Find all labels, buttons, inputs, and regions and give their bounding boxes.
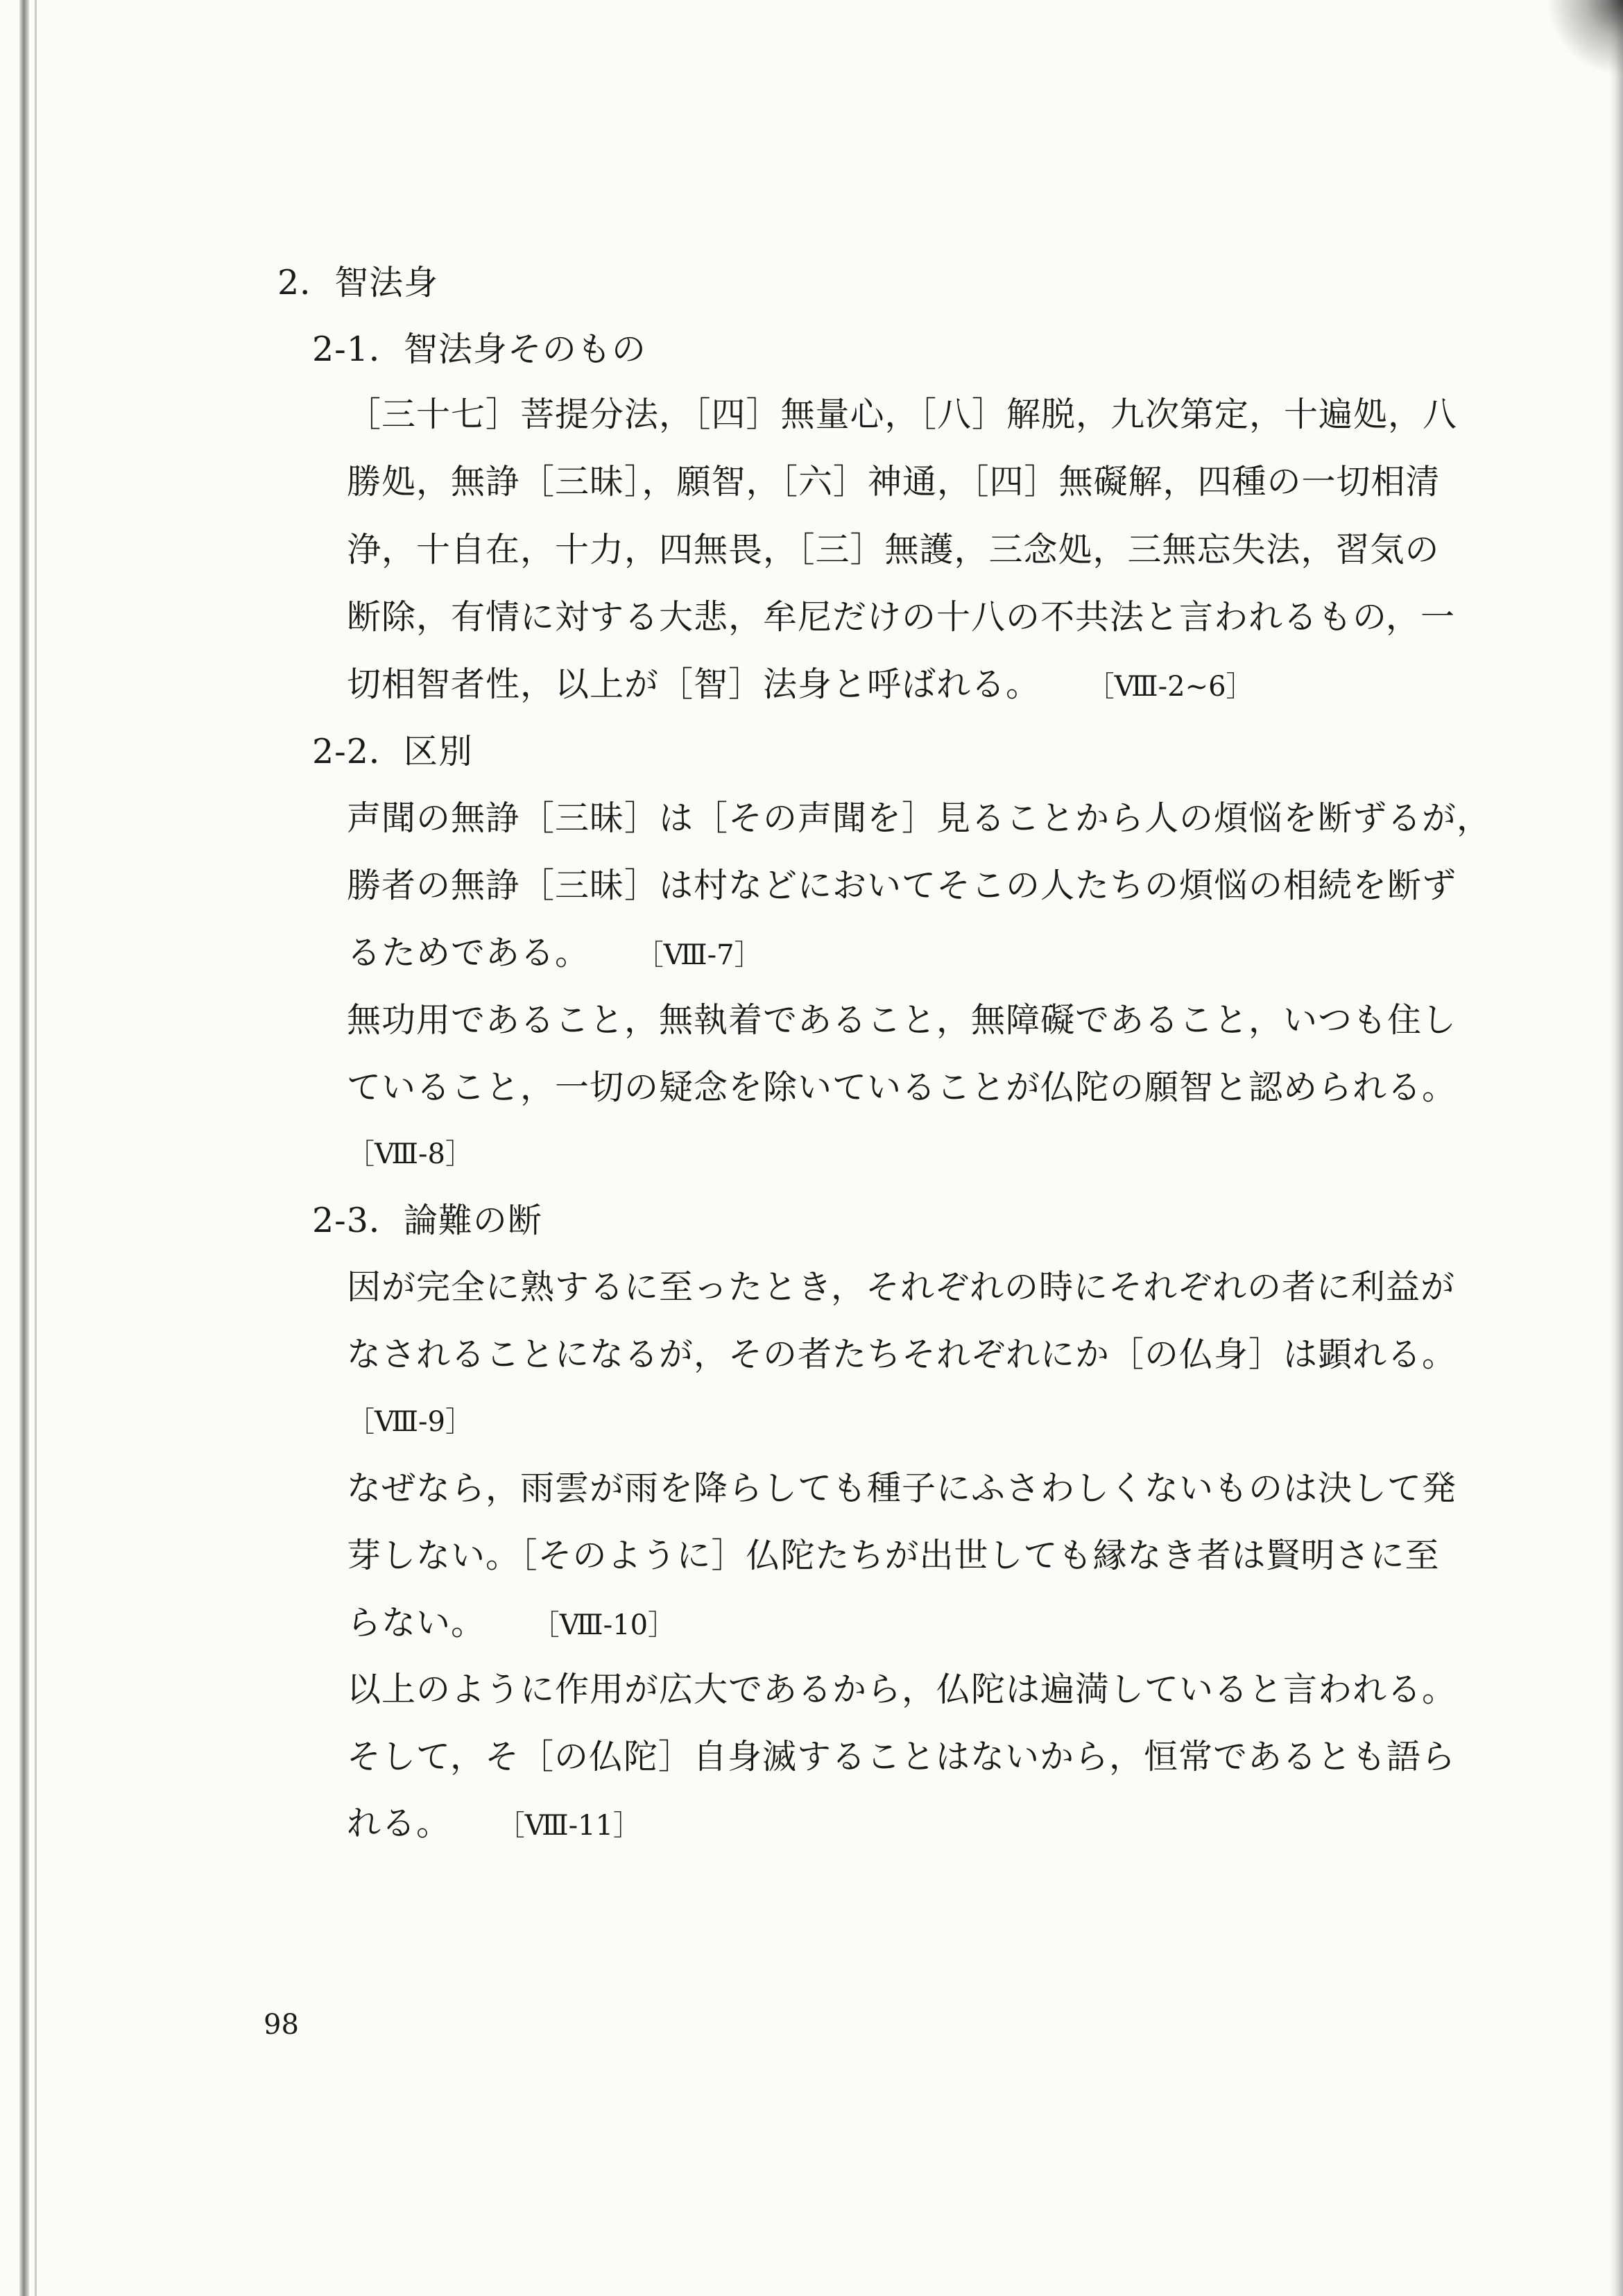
- paragraph-line: ていること，一切の疑念を除いていることが仏陀の願智と認められる。: [347, 1068, 1457, 1107]
- paragraph-line: [347, 932, 762, 976]
- paragraph-line: 無功用であること，無執着であること，無障礙であること，いつも住し: [347, 1000, 1457, 1040]
- paragraph-line: [347, 1803, 641, 1847]
- paragraph-line: なされることになるが，その者たちそれぞれにか［の仏身］は顕れる。: [347, 1335, 1457, 1374]
- verse-reference: ［Ⅷ-11］: [497, 1810, 642, 1842]
- paragraph-line: [347, 1602, 676, 1646]
- subsection-title-2-1: 2-1．智法身そのもの: [312, 329, 646, 369]
- paragraph-line: [347, 664, 1254, 708]
- verse-reference: ［Ⅷ-2~6］: [1086, 671, 1254, 703]
- section-title: 2．智法身: [277, 263, 439, 302]
- paragraph-line: 芽しない。［そのように］仏陀たちが出世しても縁なき者は賢明さに至: [347, 1536, 1440, 1575]
- subsection-title-2-3: 2-3．論難の断: [312, 1201, 542, 1240]
- paragraph-line: 勝処，無諍［三昧］，願智，［六］神通，［四］無礙解，四種の一切相清: [347, 462, 1441, 502]
- paragraph-text: 切相智者性，以上が［智］法身と呼ばれる。: [347, 665, 1041, 704]
- subsection-title-2-2: 2-2．区別: [312, 732, 473, 771]
- paragraph-line: ［三十七］菩提分法，［四］無量心，［八］解脱，九次第定，十遍処，八: [347, 395, 1458, 434]
- verse-reference: ［Ⅷ-7］: [635, 939, 762, 971]
- paragraph-text: れる。: [347, 1804, 452, 1843]
- verse-reference: ［Ⅷ-10］: [531, 1609, 676, 1641]
- paragraph-line: 声聞の無諍［三昧］は［その声聞を］見ることから人の煩悩を断ずるが，: [347, 798, 1492, 838]
- verse-reference: ［Ⅷ-9］: [347, 1406, 473, 1438]
- paragraph-text: らない。: [347, 1603, 486, 1643]
- paragraph-line: 因が完全に熟するに至ったとき，それぞれの時にそれぞれの者に利益が: [347, 1267, 1456, 1307]
- page-number: 98: [264, 2009, 299, 2041]
- verse-reference: ［Ⅷ-8］: [347, 1138, 473, 1170]
- paragraph-line: そして，そ［の仏陀］自身滅することはないから，恒常であるとも語ら: [347, 1737, 1457, 1776]
- paragraph-line: 浄，十自在，十力，四無畏，［三］無護，三念処，三無忘失法，習気の: [347, 530, 1440, 569]
- paragraph-line: なぜなら，雨雲が雨を降らしても種子にふさわしくないものは決して発: [347, 1468, 1457, 1508]
- paragraph-text: るためである。: [347, 933, 590, 973]
- paragraph-line: 以上のように作用が広大であるから，仏陀は遍満していると言われる。: [347, 1670, 1457, 1709]
- paragraph-line: 断除，有情に対する大悲，牟尼だけの十八の不共法と言われるもの，一: [347, 597, 1456, 637]
- paragraph-line: 勝者の無諍［三昧］は村などにおいてそこの人たちの煩悩の相続を断ず: [347, 866, 1457, 905]
